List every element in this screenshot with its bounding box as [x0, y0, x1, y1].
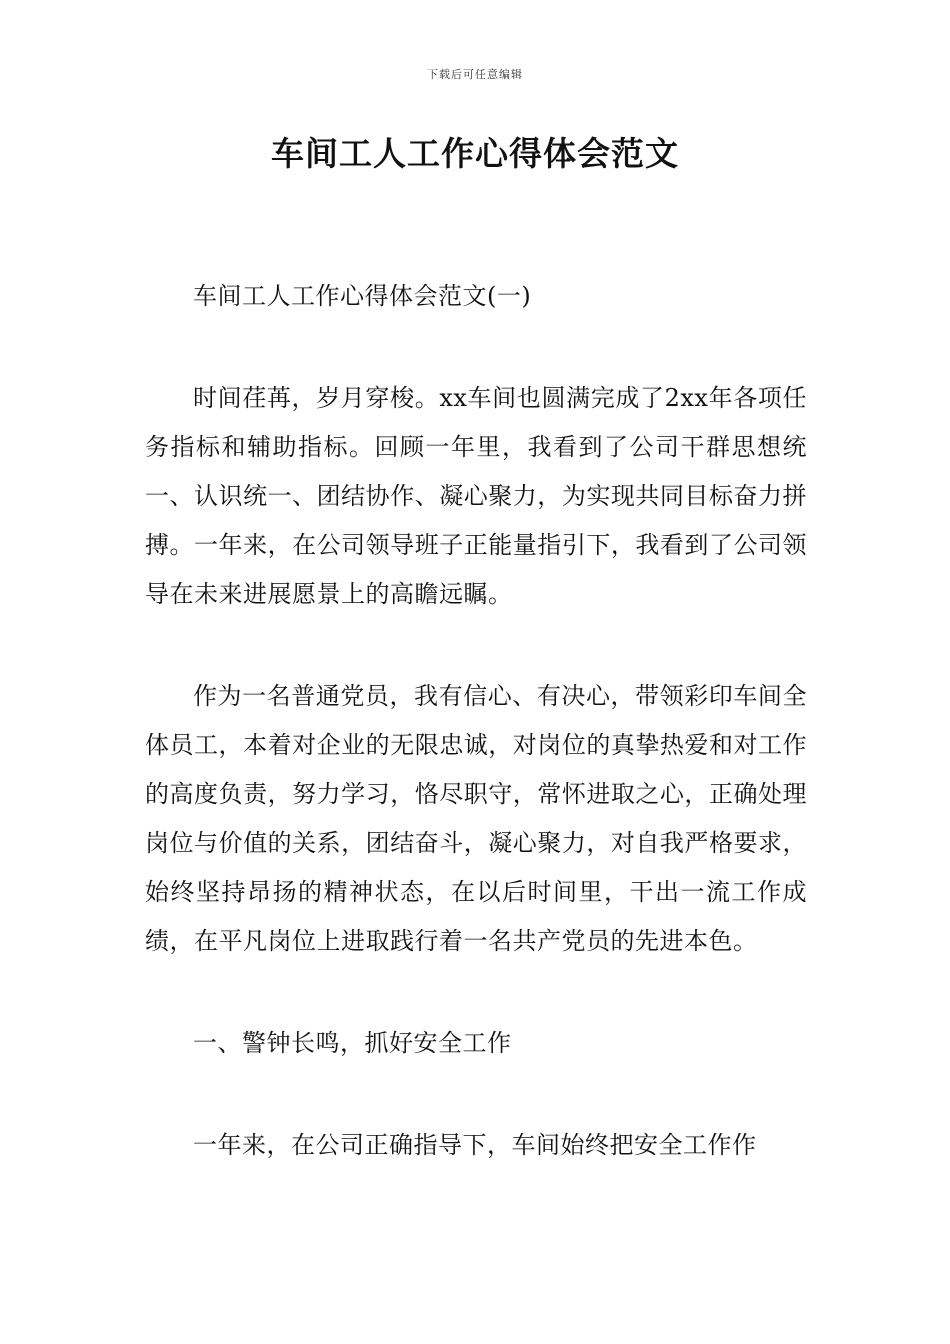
paragraph-intro: 时间荏苒，岁月穿梭。xx车间也圆满完成了2xx年各项任务指标和辅助指标。回顾一年里，我看到了公司干群思想统一、认识统一、团结协作、凝心聚力，为实现共同目标奋力拼搏。一年来，在公司领导班子正能量指引下，我看到了公司领导在未来进展愿景上的高瞻远瞩。	[145, 384, 807, 608]
section-subtitle: 车间工人工作心得体会范文(一)	[193, 282, 532, 310]
paragraph-safety: 一年来，在公司正确指导下，车间始终把安全工作作	[193, 1131, 757, 1159]
document-body	[145, 272, 807, 1223]
section-heading-safety: 一、警钟长鸣，抓好安全工作	[193, 1029, 512, 1057]
header-note: 下载后可任意编辑	[427, 68, 523, 81]
paragraph-commitment: 作为一名普通党员，我有信心、有决心，带领彩印车间全体员工，本着对企业的无限忠诚，对岗位的真挚热爱和对工作的高度负责，努力学习，恪尽职守，常怀进取之心，正确处理岗位与价值的关系，团结奋斗，凝心聚力，对自我严格要求，始终坚持昂扬的精神状态，在以后时间里，干出一流工作成绩，在平凡岗位上进取践行着一名共产党员的先进本色。	[145, 682, 807, 955]
document-title: 车间工人工作心得体会范文	[271, 134, 679, 173]
